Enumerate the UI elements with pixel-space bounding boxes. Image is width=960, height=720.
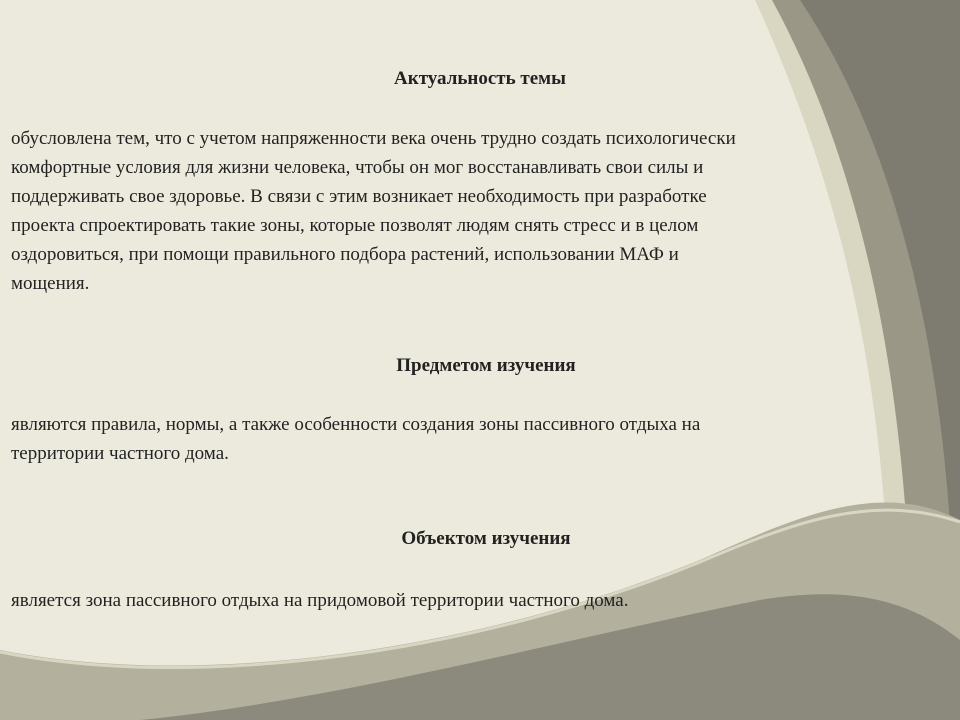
paragraph-line: проекта спроектировать такие зоны, которые позволят людям снять стресс и в целом [11,215,699,236]
paragraph-line: оздоровиться, при помощи правильного подбора растений, использовании МАФ и [11,244,679,265]
paragraph-line: комфортные условия для жизни человека, чтобы он мог восстанавливать свои силы и [11,157,704,178]
section-heading-object: Объектом изучения [401,528,571,549]
section-heading-subject: Предметом изучения [396,355,576,376]
paragraph-line: поддерживать свое здоровье. В связи с этим возникает необходимость при разработке [11,186,707,207]
section-heading-relevance: Актуальность темы [394,68,566,89]
section-paragraph-object [11,586,941,615]
paragraph-line: являются правила, нормы, а также особенности создания зоны пассивного отдыха на [11,414,701,435]
paragraph-line: территории частного дома. [11,443,229,464]
paragraph-line: мощения. [11,273,90,294]
paragraph-line: обусловлена тем, что с учетом напряженности века очень трудно создать психологически [11,128,736,149]
section-paragraph-subject [11,410,941,468]
section-paragraph-relevance [11,124,941,298]
paragraph-line: является зона пассивного отдыха на придомовой территории частного дома. [11,590,629,611]
